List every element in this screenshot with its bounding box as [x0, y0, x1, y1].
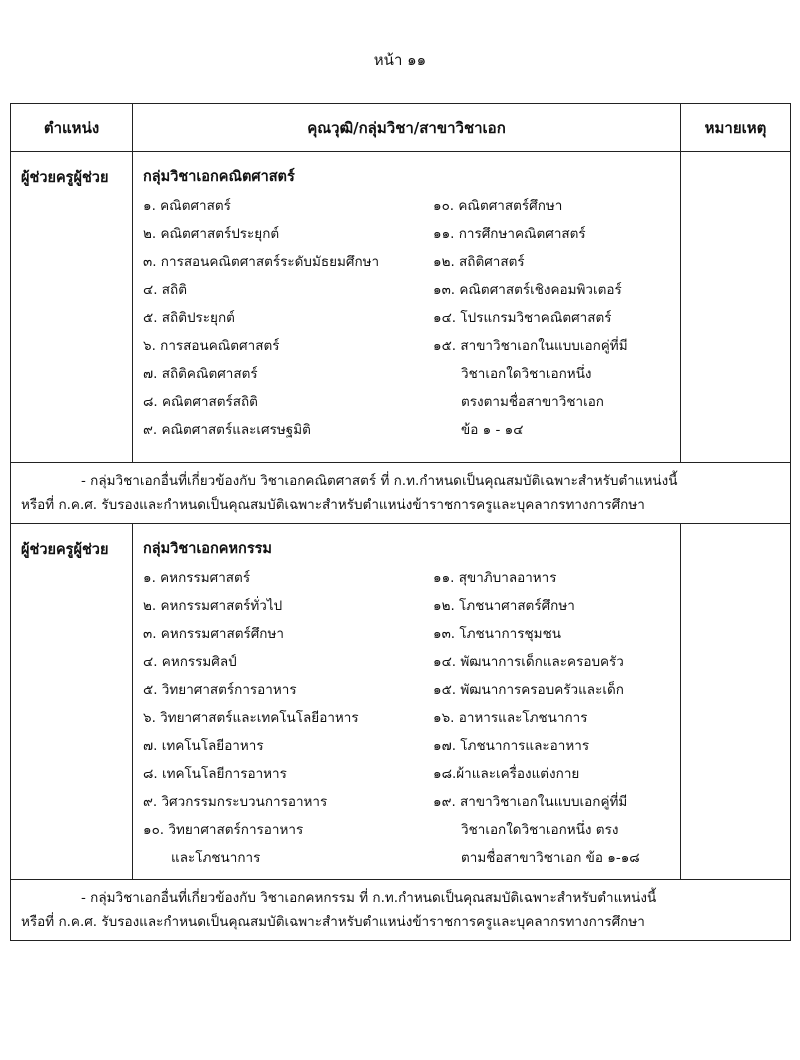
table-row-note-math	[11, 463, 791, 524]
list-item-continuation: วิชาเอกใดวิชาเอกหนึ่ง ตรง	[461, 822, 619, 838]
list-item: ๖. วิทยาศาสตร์และเทคโนโลยีอาหาร	[143, 710, 359, 726]
qualification-cell	[133, 152, 681, 463]
list-item: ๑๔. โปรแกรมวิชาคณิตศาสตร์	[433, 310, 612, 326]
group-title-math: กลุ่มวิชาเอกคณิตศาสตร์	[143, 169, 295, 185]
table-row-math	[11, 152, 791, 463]
header-qualification: คุณวุฒิ/กลุ่มวิชา/สาขาวิชาเอก	[133, 104, 681, 152]
list-item: ๑. คณิตศาสตร์	[143, 198, 231, 214]
table-row-home-economics	[11, 524, 791, 880]
list-item: ๑. คหกรรมศาสตร์	[143, 570, 251, 586]
position-label: ผู้ช่วยครูผู้ช่วย	[21, 542, 109, 558]
list-item: ๑๕. สาขาวิชาเอกในแบบเอกคู่ที่มี	[433, 338, 628, 354]
list-item: ๑๓. คณิตศาสตร์เชิงคอมพิวเตอร์	[433, 282, 622, 298]
list-item: ๑๔. พัฒนาการเด็กและครอบครัว	[433, 654, 624, 670]
list-item: ๑๘.ผ้าและเครื่องแต่งกาย	[433, 766, 580, 782]
note-line-2: หรือที่ ก.ค.ศ. รับรองและกำหนดเป็นคุณสมบัติเฉพาะสำหรับตำแหน่งข้าราชการครูและบุคลากรทางการศึกษา	[21, 914, 645, 930]
major-list-left	[143, 564, 433, 872]
remarks-cell	[681, 152, 791, 463]
position-cell	[11, 524, 133, 880]
remarks-cell	[681, 524, 791, 880]
list-item: ๑๐. คณิตศาสตร์ศึกษา	[433, 198, 563, 214]
list-item: ๑๑. สุขาภิบาลอาหาร	[433, 570, 557, 586]
major-list-right	[433, 564, 672, 872]
list-item: ๑๙. สาขาวิชาเอกในแบบเอกคู่ที่มี	[433, 794, 628, 810]
qualification-table	[10, 103, 791, 941]
list-item: ๒. คณิตศาสตร์ประยุกต์	[143, 226, 280, 242]
list-item: ๑๑. การศึกษาคณิตศาสตร์	[433, 226, 586, 242]
note-cell	[11, 880, 791, 941]
list-item: ๑๕. พัฒนาการครอบครัวและเด็ก	[433, 682, 624, 698]
position-label: ผู้ช่วยครูผู้ช่วย	[21, 170, 109, 186]
list-item: ๘. เทคโนโลยีการอาหาร	[143, 766, 287, 782]
list-item: ๔. คหกรรมศิลป์	[143, 654, 237, 670]
note-line-1: - กลุ่มวิชาเอกอื่นที่เกี่ยวข้องกับ วิชาเอกคณิตศาสตร์ ที่ ก.ท.กำหนดเป็นคุณสมบัติเฉพาะสำหรับตำแหน่งนี้	[81, 473, 678, 489]
list-item-continuation: วิชาเอกใดวิชาเอกหนึ่ง	[461, 366, 592, 382]
list-item: ๑๗. โภชนาการและอาหาร	[433, 738, 590, 754]
list-item: ๕. สถิติประยุกต์	[143, 310, 235, 326]
list-item-continuation: ตรงตามชื่อสาขาวิชาเอก	[461, 394, 604, 410]
major-list-right	[433, 192, 672, 444]
list-item-continuation: และโภชนาการ	[171, 850, 261, 866]
major-list-left	[143, 192, 433, 444]
list-item: ๑๒. สถิติศาสตร์	[433, 254, 525, 270]
list-item: ๗. เทคโนโลยีอาหาร	[143, 738, 264, 754]
table-row-note-home-economics	[11, 880, 791, 941]
list-item-continuation: ข้อ ๑ - ๑๔	[461, 422, 524, 438]
list-item: ๒. คหกรรมศาสตร์ทั่วไป	[143, 598, 283, 614]
list-item: ๘. คณิตศาสตร์สถิติ	[143, 394, 258, 410]
list-item: ๓. การสอนคณิตศาสตร์ระดับมัธยมศึกษา	[143, 254, 380, 270]
list-item: ๕. วิทยาศาสตร์การอาหาร	[143, 682, 297, 698]
list-item: ๙. วิศวกรรมกระบวนการอาหาร	[143, 794, 328, 810]
position-cell	[11, 152, 133, 463]
list-item: ๑๖. อาหารและโภชนาการ	[433, 710, 588, 726]
note-line-2: หรือที่ ก.ค.ศ. รับรองและกำหนดเป็นคุณสมบัติเฉพาะสำหรับตำแหน่งข้าราชการครูและบุคลากรทางการศึกษา	[21, 497, 645, 513]
list-item: ๓. คหกรรมศาสตร์ศึกษา	[143, 626, 284, 642]
qualification-cell	[133, 524, 681, 880]
list-item: ๑๐. วิทยาศาสตร์การอาหาร	[143, 822, 304, 838]
list-item: ๑๒. โภชนาศาสตร์ศึกษา	[433, 598, 575, 614]
list-item: ๔. สถิติ	[143, 282, 187, 298]
page-number: หน้า ๑๑	[373, 51, 427, 69]
list-item: ๙. คณิตศาสตร์และเศรษฐมิติ	[143, 422, 311, 438]
list-item: ๖. การสอนคณิตศาสตร์	[143, 338, 280, 354]
list-item: ๑๓. โภชนาการชุมชน	[433, 626, 561, 642]
list-item-continuation: ตามชื่อสาขาวิชาเอก ข้อ ๑-๑๘	[461, 850, 640, 866]
header-remarks: หมายเหตุ	[681, 104, 791, 152]
note-line-1: - กลุ่มวิชาเอกอื่นที่เกี่ยวข้องกับ วิชาเอกคหกรรม ที่ ก.ท.กำหนดเป็นคุณสมบัติเฉพาะสำหรับตำแหน่งนี้	[81, 890, 657, 906]
list-item: ๗. สถิติคณิตศาสตร์	[143, 366, 258, 382]
header-position: ตำแหน่ง	[11, 104, 133, 152]
note-cell	[11, 463, 791, 524]
table-header-row	[11, 104, 791, 152]
group-title-home-economics: กลุ่มวิชาเอกคหกรรม	[143, 541, 272, 557]
